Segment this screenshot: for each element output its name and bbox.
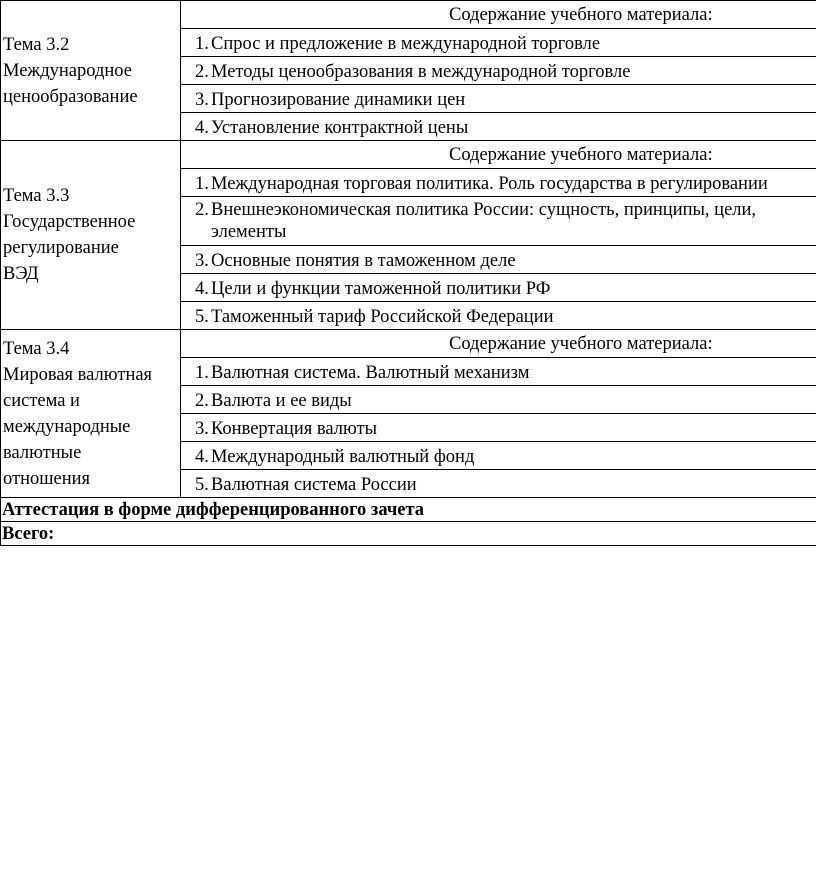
topic-line: Тема 3.4 (3, 338, 70, 359)
total-row: Всего: (1, 522, 816, 546)
item-number: 4. (195, 278, 209, 299)
list-item (181, 414, 816, 442)
item-number: 3. (195, 418, 209, 439)
item-text: Конвертация валюты (211, 418, 378, 439)
list-item (181, 169, 816, 197)
topic-cell (1, 330, 181, 498)
topic-line: регулирование (3, 238, 119, 258)
topic-cell (1, 141, 181, 330)
topic-line: Мировая валютная (3, 364, 153, 385)
list-item (181, 29, 816, 57)
item-text: Методы ценообразования в международной торговле (211, 61, 631, 82)
item-number: 5. (195, 306, 209, 327)
topic-cell (1, 1, 181, 141)
topic-line: Тема 3.3 (3, 186, 70, 206)
topic-line: система и (3, 390, 80, 411)
item-number: 1. (195, 173, 209, 194)
item-text: Основные понятия в таможенном деле (211, 250, 516, 271)
item-number: 4. (195, 446, 209, 467)
list-item (181, 386, 816, 414)
list-item (181, 197, 816, 246)
item-number: 3. (195, 250, 209, 271)
topic-line: отношения (3, 468, 91, 489)
list-item (181, 113, 816, 141)
item-text: Таможенный тариф Российской Федерации (211, 306, 554, 327)
topic-line: международные (3, 416, 131, 437)
item-number: 1. (195, 33, 209, 54)
item-number: 4. (195, 117, 209, 138)
topic-line: Международное (3, 60, 132, 81)
content-header: Содержание учебного материала: (181, 1, 816, 29)
item-text: Международная торговая политика. Роль государства в регулировании (211, 173, 768, 194)
topic-line: ВЭД (3, 264, 39, 284)
item-text: Цели и функции таможенной политики РФ (211, 278, 551, 299)
list-item (181, 302, 816, 330)
item-number: 1. (195, 362, 209, 383)
list-item (181, 57, 816, 85)
item-number: 3. (195, 89, 209, 110)
table-row (1, 1, 816, 29)
topic-line: ценообразование (3, 86, 138, 107)
item-text: Спрос и предложение в международной торговле (211, 33, 601, 54)
table-row (1, 141, 816, 169)
list-item (181, 246, 816, 274)
topic-line: валютные (3, 442, 82, 463)
item-number: 2. (195, 200, 209, 220)
topic-line: Государственное (3, 212, 136, 232)
list-item (181, 442, 816, 470)
item-text: Прогнозирование динамики цен (211, 89, 466, 110)
list-item (181, 470, 816, 498)
table-row (1, 522, 816, 546)
item-number: 2. (195, 390, 209, 411)
attestation-row: Аттестация в форме дифференцированного зачета (1, 498, 816, 522)
content-header: Содержание учебного материала: (181, 330, 816, 358)
list-item (181, 358, 816, 386)
topic-line: Тема 3.2 (3, 34, 70, 55)
item-text: Валютная система России (211, 474, 417, 495)
item-text: Международный валютный фонд (211, 446, 475, 467)
item-number: 2. (195, 61, 209, 82)
table-row (1, 498, 816, 522)
curriculum-table-body (1, 1, 816, 546)
item-text: Валютная система. Валютный механизм (211, 362, 530, 383)
list-item (181, 85, 816, 113)
item-text: Внешнеэкономическая политика России: сущность, принципы, цели, (211, 200, 757, 220)
table-row (1, 330, 816, 358)
item-text-continuation: элементы (211, 222, 287, 242)
item-text: Валюта и ее виды (211, 390, 352, 411)
item-number: 5. (195, 474, 209, 495)
list-item (181, 274, 816, 302)
content-header: Содержание учебного материала: (181, 141, 816, 169)
item-text: Установление контрактной цены (211, 117, 469, 138)
